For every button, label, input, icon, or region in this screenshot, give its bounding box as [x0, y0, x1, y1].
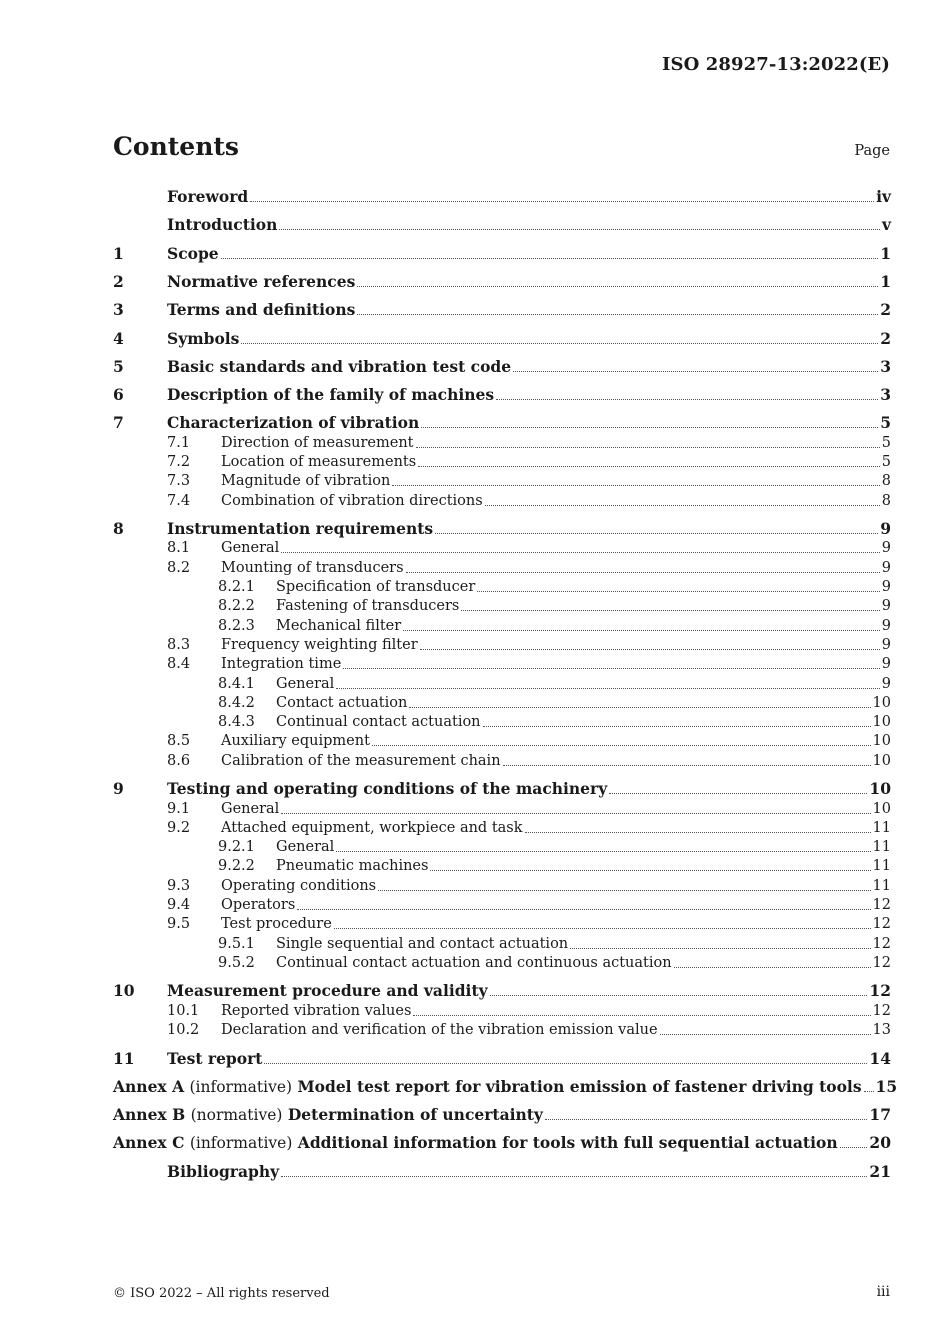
toc-entry-title: Mechanical filter	[276, 617, 402, 634]
toc-entry-number: 9.4	[167, 897, 191, 913]
toc-entry[interactable]	[113, 412, 891, 432]
toc-entry-title: Magnitude of vibration	[221, 473, 391, 490]
toc-entry-page: 10	[872, 800, 891, 817]
toc-dot-leader	[430, 870, 870, 871]
toc-dot-leader	[513, 371, 878, 372]
toc-entry-title: Characterization of vibration	[167, 413, 420, 433]
toc-entry-number: 9	[113, 779, 124, 799]
toc-dot-leader	[840, 1147, 868, 1148]
toc-entry-title: Reported vibration values	[221, 1002, 412, 1019]
toc-dot-leader	[334, 928, 871, 929]
annex-label: Annex C	[113, 1133, 185, 1153]
toc-entry[interactable]	[113, 750, 891, 770]
toc-entry[interactable]	[113, 451, 891, 471]
toc-entry-page: 21	[869, 1161, 891, 1181]
toc-entry-number: 8.1	[167, 540, 191, 557]
toc-entry-title: Auxiliary equipment	[221, 733, 370, 750]
toc-entry[interactable]	[113, 557, 891, 577]
toc-dot-leader	[496, 399, 878, 400]
toc-entry-title: Test report	[167, 1048, 263, 1068]
toc-entry[interactable]	[113, 243, 891, 263]
toc-entry[interactable]	[113, 913, 891, 933]
toc-entry-page: 9	[881, 598, 891, 615]
toc-entry-page: 9	[881, 559, 891, 576]
toc-dot-leader	[406, 572, 880, 573]
toc-dot-leader	[357, 314, 878, 315]
toc-dot-leader	[281, 1176, 867, 1177]
toc-dot-leader	[413, 1015, 870, 1016]
toc-entry-page: 9	[881, 579, 891, 595]
toc-entry-title: General	[221, 800, 280, 817]
toc-entry-page: 9	[881, 675, 891, 692]
toc-entry-title: General	[276, 675, 335, 692]
toc-entry-number: 6	[113, 385, 124, 405]
toc-entry-page: 10	[872, 714, 891, 731]
toc-dot-leader	[461, 610, 879, 611]
annex-label: Annex B	[113, 1105, 186, 1125]
toc-entry-number: 3	[113, 300, 124, 320]
contents-title: Contents	[113, 132, 240, 161]
toc-entry-page: 1	[880, 271, 891, 291]
toc-entry-title: Introduction	[167, 215, 278, 235]
toc-entry[interactable]	[113, 1161, 891, 1181]
toc-entry[interactable]	[113, 817, 891, 837]
toc-entry[interactable]	[113, 1076, 898, 1096]
annex-title: Determination of uncertainty	[287, 1105, 543, 1125]
toc-entry-number: 8.2.2	[218, 598, 255, 615]
toc-entry-page: 5	[881, 434, 891, 451]
toc-entry-page: 12	[872, 954, 891, 971]
toc-entry[interactable]	[113, 855, 891, 875]
toc-entry[interactable]	[113, 980, 891, 1000]
toc-entry-page: 9	[881, 617, 891, 634]
toc-dot-leader	[241, 343, 878, 344]
toc-entry-title: Measurement procedure and validity	[167, 981, 488, 1001]
toc-entry-number: 8.2	[167, 559, 191, 576]
toc-entry-page: 2	[880, 300, 891, 320]
toc-entry-page: v	[881, 215, 891, 235]
toc-entry-page: 10	[872, 752, 891, 769]
toc-entry-page: 9	[881, 636, 891, 653]
toc-entry-number: 5	[113, 356, 124, 376]
toc-entry[interactable]	[113, 299, 891, 319]
toc-dot-leader	[372, 745, 871, 746]
toc-entry-title: Direction of measurement	[221, 434, 414, 451]
toc-entry-title: Specification of transducer	[276, 579, 476, 595]
toc-entry-title: Description of the family of machines	[167, 385, 495, 405]
toc-entry-page: 12	[872, 916, 891, 933]
toc-entry[interactable]	[113, 1104, 891, 1124]
toc-entry[interactable]	[113, 595, 891, 615]
toc-dot-leader	[264, 1063, 867, 1064]
toc-entry-page: 11	[872, 858, 891, 875]
toc-dot-leader	[420, 649, 880, 650]
toc-entry-title	[113, 1106, 543, 1124]
toc-dot-leader	[485, 505, 880, 506]
toc-entry-page: 5	[881, 454, 891, 470]
toc-dot-leader	[221, 258, 879, 259]
toc-entry-number: 9.5	[167, 916, 191, 933]
toc-entry-page: 3	[880, 385, 891, 405]
toc-entry-title: Contact actuation	[276, 694, 408, 711]
toc-entry[interactable]	[113, 836, 891, 856]
toc-entry-number: 9.2.2	[218, 858, 255, 875]
toc-dot-leader	[281, 813, 870, 814]
toc-entry-page: 20	[869, 1133, 891, 1153]
toc-entry-title: Calibration of the measurement chain	[221, 752, 501, 769]
toc-dot-leader	[250, 201, 874, 202]
toc-entry[interactable]	[113, 730, 891, 750]
toc-dot-leader	[343, 668, 879, 669]
toc-dot-leader	[409, 707, 870, 708]
toc-dot-leader	[297, 909, 870, 910]
toc-entry-number: 8.3	[167, 636, 191, 653]
toc-entry-page: 12	[872, 1002, 891, 1019]
toc-entry-page: 10	[872, 733, 891, 750]
toc-entry-number: 7.4	[167, 492, 191, 509]
toc-entry-number: 10	[113, 981, 135, 1001]
toc-dot-leader	[490, 995, 868, 996]
toc-entry[interactable]	[113, 615, 891, 635]
toc-entry-page: iv	[876, 187, 891, 206]
toc-entry[interactable]	[113, 952, 891, 972]
toc-entry-page: 5	[880, 413, 891, 433]
toc-entry-number: 9.2	[167, 819, 191, 836]
toc-dot-leader	[503, 765, 871, 766]
toc-entry-page: 8	[881, 492, 891, 509]
toc-entry-number: 9.5.1	[218, 935, 255, 952]
toc-entry-title: Declaration and verification of the vibration emission value	[221, 1022, 658, 1038]
toc-entry-number: 10.1	[167, 1002, 200, 1019]
toc-entry-number: 4	[113, 328, 124, 348]
toc-entry[interactable]	[113, 653, 891, 673]
toc-entry-title: General	[221, 540, 280, 557]
toc-entry[interactable]	[113, 933, 891, 953]
toc-dot-leader	[392, 485, 879, 486]
toc-entry-page: 11	[872, 819, 891, 836]
toc-entry-number: 2	[113, 271, 124, 291]
toc-entry[interactable]	[113, 518, 891, 538]
toc-entry-number: 8.2.1	[218, 579, 255, 595]
toc-entry-page: 1	[880, 243, 891, 263]
toc-entry-title: Continual contact actuation and continuous actuation	[276, 954, 672, 971]
toc-entry-number: 8.4.3	[218, 714, 255, 731]
toc-entry-page: 12	[872, 897, 891, 913]
toc-entry-number: 8.6	[167, 752, 191, 769]
toc-entry-title: Test procedure	[221, 916, 332, 933]
toc-entry[interactable]	[113, 384, 891, 404]
toc-entry-title: Operators	[221, 897, 296, 913]
toc-dot-leader	[864, 1091, 874, 1092]
toc-entry-page: 10	[869, 779, 891, 799]
toc-entry-title: Mounting of transducers	[221, 559, 404, 576]
toc-entry-page: 3	[880, 356, 891, 376]
toc-entry[interactable]	[113, 186, 891, 206]
toc-entry-title: Operating conditions	[221, 877, 377, 894]
toc-dot-leader	[336, 688, 879, 689]
toc-entry-title: Scope	[167, 243, 219, 263]
toc-entry-title: Basic standards and vibration test code	[167, 356, 512, 376]
toc-entry-number: 11	[113, 1048, 135, 1068]
toc-entry[interactable]	[113, 356, 891, 376]
toc-dot-leader	[357, 286, 878, 287]
toc-entry-number: 7	[113, 413, 124, 433]
toc-entry-title: Continual contact actuation	[276, 714, 481, 731]
toc-entry-number: 8.2.3	[218, 617, 255, 634]
toc-entry-number: 8.4	[167, 656, 191, 673]
toc-dot-leader	[609, 793, 867, 794]
toc-entry[interactable]	[113, 875, 891, 895]
toc-dot-leader	[279, 229, 880, 230]
toc-dot-leader	[545, 1119, 867, 1120]
toc-entry[interactable]	[113, 271, 891, 291]
toc-entry[interactable]	[113, 432, 891, 452]
toc-entry-page: 8	[881, 473, 891, 490]
toc-entry[interactable]	[113, 1000, 891, 1020]
toc-entry-title	[113, 1134, 838, 1152]
toc-entry-title: Combination of vibration directions	[221, 492, 483, 509]
page-number: iii	[876, 1284, 890, 1300]
toc-entry[interactable]	[113, 711, 891, 731]
toc-entry-title: General	[276, 839, 335, 856]
toc-dot-leader	[483, 726, 871, 727]
toc-entry-title: Bibliography	[167, 1161, 280, 1181]
page-column-label: Page	[854, 143, 890, 159]
toc-entry[interactable]	[113, 1132, 891, 1152]
toc-dot-leader	[418, 466, 880, 467]
toc-entry[interactable]	[113, 894, 891, 914]
toc-entry[interactable]	[113, 798, 891, 818]
toc-entry[interactable]	[113, 692, 891, 712]
toc-entry-page: 17	[869, 1105, 891, 1125]
toc-dot-leader	[421, 427, 878, 428]
toc-dot-leader	[378, 890, 870, 891]
toc-entry[interactable]	[113, 537, 891, 557]
toc-entry-title: Location of measurements	[221, 454, 417, 470]
toc-entry[interactable]	[113, 576, 891, 596]
toc-entry-page: 9	[881, 656, 891, 673]
toc-entry-title: Pneumatic machines	[276, 858, 429, 875]
toc-entry-title: Foreword	[167, 187, 249, 206]
toc-entry-title: Attached equipment, workpiece and task	[221, 819, 523, 836]
document-id: ISO 28927-13:2022(E)	[661, 54, 890, 75]
toc-entry[interactable]	[113, 778, 891, 798]
toc-entry-page: 15	[875, 1076, 898, 1096]
toc-dot-leader	[660, 1034, 871, 1035]
toc-dot-leader	[281, 552, 879, 553]
annex-title: Model test report for vibration emission of fastener driving tools	[297, 1076, 862, 1096]
toc-entry-page: 12	[869, 981, 891, 1001]
toc-entry-title	[113, 1078, 862, 1096]
toc-dot-leader	[416, 447, 880, 448]
toc-entry-page: 9	[881, 540, 891, 557]
toc-entry-page: 9	[880, 519, 891, 539]
toc-entry[interactable]	[113, 1019, 891, 1039]
toc-entry-title: Frequency weighting filter	[221, 636, 418, 653]
toc-entry-page: 11	[872, 877, 891, 894]
toc-entry-title: Integration time	[221, 656, 342, 673]
toc-dot-leader	[403, 630, 880, 631]
toc-dot-leader	[336, 851, 870, 852]
annex-type: (informative)	[189, 1077, 293, 1096]
toc-entry-title: Instrumentation requirements	[167, 519, 434, 539]
toc-dot-leader	[435, 533, 878, 534]
copyright-notice: © ISO 2022 – All rights reserved	[113, 1286, 330, 1301]
annex-title: Additional information for tools with full sequential actuation	[297, 1133, 838, 1153]
toc-entry-number: 7.2	[167, 454, 191, 470]
toc-entry-title: Normative references	[167, 271, 356, 291]
toc-entry-page: 14	[869, 1048, 891, 1068]
toc-entry-number: 7.1	[167, 434, 191, 451]
toc-entry-page: 11	[872, 839, 891, 856]
toc-entry[interactable]	[113, 328, 891, 348]
toc-entry-title: Single sequential and contact actuation	[276, 935, 569, 952]
toc-entry[interactable]	[113, 490, 891, 510]
toc-entry-page: 10	[872, 694, 891, 711]
toc-dot-leader	[525, 832, 871, 833]
toc-dot-leader	[674, 967, 871, 968]
annex-type: (normative)	[190, 1106, 283, 1125]
toc-entry[interactable]	[113, 1048, 891, 1068]
toc-entry-number: 8.4.2	[218, 694, 255, 711]
toc-entry-title: Symbols	[167, 328, 240, 348]
toc-entry[interactable]	[113, 634, 891, 654]
toc-entry-page: 13	[872, 1022, 891, 1038]
toc-entry-title: Fastening of transducers	[276, 598, 460, 615]
toc-entry-number: 8.4.1	[218, 675, 255, 692]
toc-entry-title: Terms and definitions	[167, 300, 356, 320]
toc-entry-number: 8	[113, 519, 124, 539]
toc-entry-number: 7.3	[167, 473, 191, 490]
toc-dot-leader	[570, 948, 870, 949]
toc-entry-page: 12	[872, 935, 891, 952]
toc-entry-title: Testing and operating conditions of the machinery	[167, 779, 608, 799]
toc-entry-number: 9.1	[167, 800, 191, 817]
annex-type: (informative)	[189, 1134, 293, 1153]
toc-entry-number: 9.2.1	[218, 839, 255, 856]
toc-entry-number: 9.3	[167, 877, 191, 894]
toc-dot-leader	[477, 591, 879, 592]
toc-entry[interactable]	[113, 673, 891, 693]
toc-entry-page: 2	[880, 328, 891, 348]
annex-label: Annex A	[113, 1076, 185, 1096]
toc-entry[interactable]	[113, 214, 891, 234]
toc-entry-number: 9.5.2	[218, 954, 255, 971]
toc-entry-number: 8.5	[167, 733, 191, 750]
toc-entry[interactable]	[113, 470, 891, 490]
toc-entry-number: 1	[113, 243, 124, 263]
toc-entry-number: 10.2	[167, 1022, 200, 1038]
